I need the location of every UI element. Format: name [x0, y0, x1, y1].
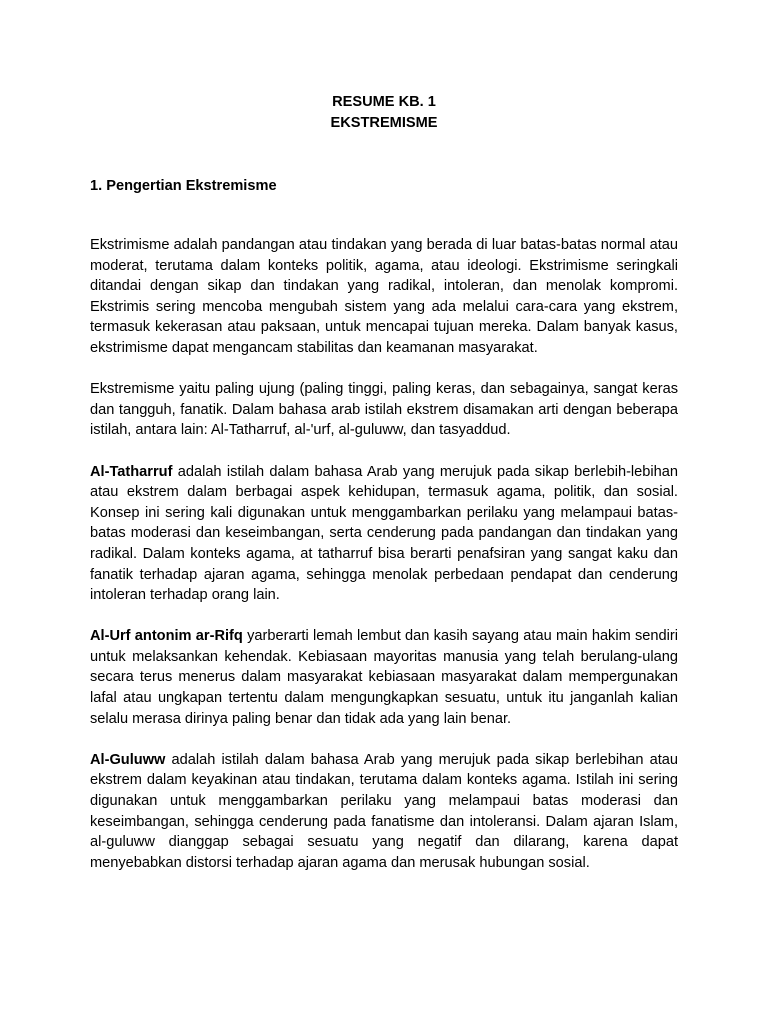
paragraph-text: adalah istilah dalam bahasa Arab yang merujuk pada sikap berlebih-lebihan atau ekstrem dalam berbagai aspek kehidupan, termasuk agama, politik, dan sosial. Konsep ini sering kali digunakan untuk menggambarkan perilaku yang melampaui batas-batas moderasi dan keseimbangan, serta cenderung pada pandangan dan tindakan yang radikal. Dalam konteks agama, at tatharruf bisa berarti penafsiran yang sangat kaku dan fanatik terhadap ajaran agama, sehingga menolak perbedaan pendapat dan cenderung intoleran terhadap orang lain.	[90, 463, 678, 604]
paragraph-text: yarberarti lemah lembut dan kasih sayang atau main hakim sendiri untuk melaksankan kehendak. Kebiasaan mayoritas manusia yang telah berulang-ulang secara terus menerus dalam masyarakat kebiasaan masyarakat dalam mempergunakan lafal atau ungkapan tertentu dalam mengungkapkan sesuatu, untuk itu janganlah kalian selalu merasa dirinya paling benar dan tidak ada yang lain benar.	[90, 628, 678, 727]
paragraph-al-guluww	[90, 750, 678, 874]
paragraph-al-tatharruf	[90, 462, 678, 606]
term-label-al-urf: Al-Urf antonim ar-Rifq	[90, 628, 243, 645]
term-label-al-guluww: Al-Guluww	[90, 751, 166, 768]
paragraph-al-urf	[90, 626, 678, 729]
document-title	[0, 92, 768, 134]
paragraph-text: Ekstrimisme adalah pandangan atau tindakan yang berada di luar batas-batas normal atau moderat, terutama dalam konteks politik, agama, atau ideologi. Ekstrimisme seringkali ditandai dengan sikap dan tindakan yang radikal, intoleran, dan menolak kompromi. Ekstrimis sering mencoba mengubah sistem yang ada melalui cara-cara yang ekstrem, termasuk kekerasan atau paksaan, untuk mencapai tujuan mereka. Dalam banyak kasus, ekstrimisme dapat mengancam stabilitas dan keamanan masyarakat.	[90, 237, 678, 356]
paragraph-ekstrimisme-definition	[90, 235, 678, 359]
title-line-1: RESUME KB. 1	[332, 94, 436, 110]
term-label-al-tatharruf: Al-Tatharruf	[90, 463, 173, 480]
paragraph-text: adalah istilah dalam bahasa Arab yang merujuk pada sikap berlebihan atau ekstrem dalam keyakinan atau tindakan, terutama dalam konteks agama. Istilah ini sering digunakan untuk menggambarkan perilaku yang melampaui batas moderasi dan keseimbangan, sehingga cenderung pada fanatisme dan intoleransi. Dalam ajaran Islam, al-guluww dianggap sebagai sesuatu yang negatif dan dilarang, karena dapat menyebabkan distorsi terhadap ajaran agama dan merusak hubungan sosial.	[90, 751, 678, 871]
document-body	[90, 235, 678, 894]
section-heading: 1. Pengertian Ekstremisme	[90, 178, 277, 194]
paragraph-ekstremisme-arabic-terms	[90, 379, 678, 441]
paragraph-text: Ekstremisme yaitu paling ujung (paling tinggi, paling keras, dan sebagainya, sangat keras dan tangguh, fanatik. Dalam bahasa arab istilah ekstrem disamakan arti dengan beberapa istilah, antara lain: Al-Tatharruf, al-'urf, al-guluww, dan tasyaddud.	[90, 381, 678, 439]
title-line-2: EKSTREMISME	[330, 115, 438, 131]
